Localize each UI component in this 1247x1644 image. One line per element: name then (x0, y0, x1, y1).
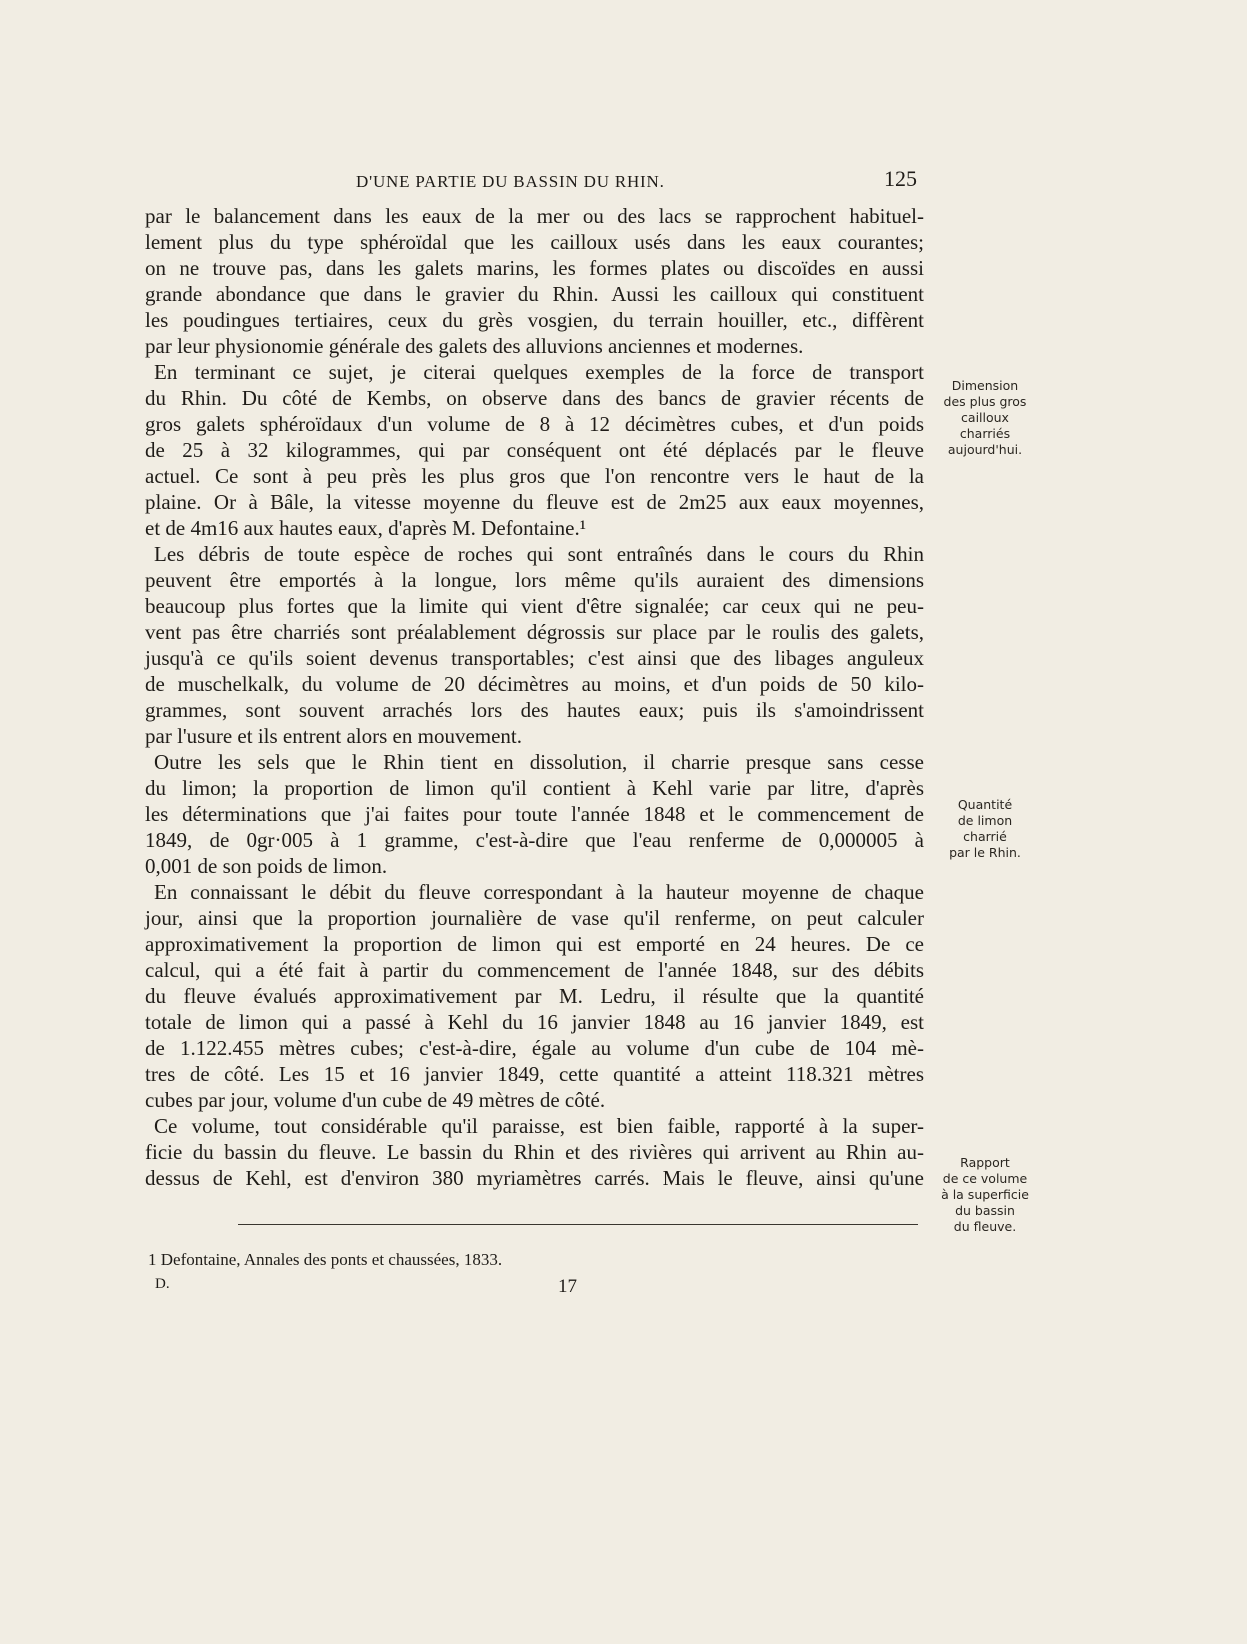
text-line: En connaissant le débit du fleuve correspondant à la hauteur moyenne de chaque (154, 880, 924, 904)
text-line: Ce volume, tout considérable qu'il paraisse, est bien faible, rapporté à la super- (154, 1114, 924, 1138)
margin-note-dimension (924, 378, 1046, 458)
text-line: les poudingues tertiaires, ceux du grès vosgien, du terrain houiller, etc., diffèrent (145, 308, 924, 332)
note-line: du fleuve. (953, 1219, 1017, 1234)
text-line: jour, ainsi que la proportion journalière de vase qu'il renferme, on peut calculer (145, 906, 924, 930)
note-line: de limon (957, 813, 1013, 828)
text-line: par l'usure et ils entrent alors en mouvement. (145, 724, 523, 748)
footnote-rule (238, 1224, 918, 1225)
text-line: plaine. Or à Bâle, la vitesse moyenne du fleuve est de 2m25 aux eaux moyennes, (145, 490, 924, 514)
text-line: peuvent être emportés à la longue, lors même qu'ils auraient des dimensions (145, 568, 924, 592)
note-line: charriés (959, 426, 1011, 441)
note-line: Dimension (951, 378, 1019, 393)
body-text (145, 203, 924, 1191)
page-number: 125 (884, 166, 917, 191)
text-line: du limon; la proportion de limon qu'il contient à Kehl varie par litre, d'après (145, 776, 924, 800)
text-line: Les débris de toute espèce de roches qui sont entraînés dans le cours du Rhin (154, 542, 924, 566)
text-line: grande abondance que dans le gravier du Rhin. Aussi les cailloux qui constituent (145, 282, 924, 306)
sheet-number: 17 (558, 1276, 577, 1297)
text-line: vent pas être charriés sont préalablement dégrossis sur place par le roulis des galets, (145, 620, 924, 644)
running-header (0, 166, 1247, 200)
text-line: En terminant ce sujet, je citerai quelques exemples de la force de transport (154, 360, 924, 384)
text-line: grammes, sont souvent arrachés lors des hautes eaux; puis ils s'amoindrissent (145, 698, 924, 722)
text-line: totale de limon qui a passé à Kehl du 16 janvier 1848 au 16 janvier 1849, est (145, 1010, 924, 1034)
note-line: Rapport (960, 1155, 1010, 1170)
margin-note-rapport (924, 1155, 1046, 1235)
text-line: les déterminations que j'ai faites pour toute l'année 1848 et le commencement de (145, 802, 924, 826)
note-line: Quantité (957, 797, 1013, 812)
text-line: ficie du bassin du fleuve. Le bassin du Rhin et des rivières qui arrivent au Rhin au- (145, 1140, 924, 1164)
footnote: 1 Defontaine, Annales des ponts et chaussées, 1833. (148, 1250, 503, 1269)
margin-note-limon (924, 797, 1046, 861)
text-line: calcul, qui a été fait à partir du commencement de l'année 1848, sur des débits (145, 958, 924, 982)
text-line: du Rhin. Du côté de Kembs, on observe dans des bancs de gravier récents de (145, 386, 924, 410)
text-line: tres de côté. Les 15 et 16 janvier 1849, cette quantité a atteint 118.321 mètres (145, 1062, 924, 1086)
text-line: du fleuve évalués approximativement par M. Ledru, il résulte que la quantité (145, 984, 924, 1008)
text-line: dessus de Kehl, est d'environ 380 myriamètres carrés. Mais le fleuve, ainsi qu'une (145, 1166, 924, 1190)
text-line: actuel. Ce sont à peu près les plus gros que l'on rencontre vers le haut de la (145, 464, 924, 488)
note-line: aujourd'hui. (947, 442, 1023, 457)
text-line: Outre les sels que le Rhin tient en dissolution, il charrie presque sans cesse (154, 750, 924, 774)
text-line: par leur physionomie générale des galets des alluvions anciennes et modernes. (145, 334, 804, 358)
text-line: beaucoup plus fortes que la limite qui vient d'être signalée; car ceux qui ne peu- (145, 594, 924, 618)
note-line: charrié (963, 829, 1007, 844)
note-line: à la superficie (941, 1187, 1029, 1202)
text-line: de muschelkalk, du volume de 20 décimètres au moins, et d'un poids de 50 kilo- (145, 672, 924, 696)
running-title: D'UNE PARTIE DU BASSIN DU RHIN. (356, 172, 665, 191)
signature-mark: D. (155, 1276, 170, 1292)
note-line: des plus gros (943, 394, 1027, 409)
text-line: de 25 à 32 kilogrammes, qui par conséquent ont été déplacés par le fleuve (145, 438, 924, 462)
note-line: cailloux (961, 410, 1009, 425)
text-line: gros galets sphéroïdaux d'un volume de 8 à 12 décimètres cubes, et d'un poids (145, 412, 924, 436)
note-line: par le Rhin. (949, 845, 1021, 860)
note-line: du bassin (955, 1203, 1015, 1218)
note-line: de ce volume (942, 1171, 1028, 1186)
text-line: 0,001 de son poids de limon. (145, 854, 388, 878)
text-line: cubes par jour, volume d'un cube de 49 mètres de côté. (145, 1088, 606, 1112)
text-line: et de 4m16 aux hautes eaux, d'après M. Defontaine.¹ (145, 516, 587, 540)
text-line: par le balancement dans les eaux de la mer ou des lacs se rapprochent habituel- (145, 204, 924, 228)
text-line: de 1.122.455 mètres cubes; c'est-à-dire, égale au volume d'un cube de 104 mè- (145, 1036, 924, 1060)
text-line: 1849, de 0gr·005 à 1 gramme, c'est-à-dire que l'eau renferme de 0,000005 à (145, 828, 924, 852)
text-line: lement plus du type sphéroïdal que les cailloux usés dans les eaux courantes; (145, 230, 924, 254)
text-line: jusqu'à ce qu'ils soient devenus transportables; c'est ainsi que des libages anguleux (145, 646, 924, 670)
text-line: approximativement la proportion de limon qui est emporté en 24 heures. De ce (145, 932, 924, 956)
text-line: on ne trouve pas, dans les galets marins, les formes plates ou discoïdes en aussi (145, 256, 924, 280)
